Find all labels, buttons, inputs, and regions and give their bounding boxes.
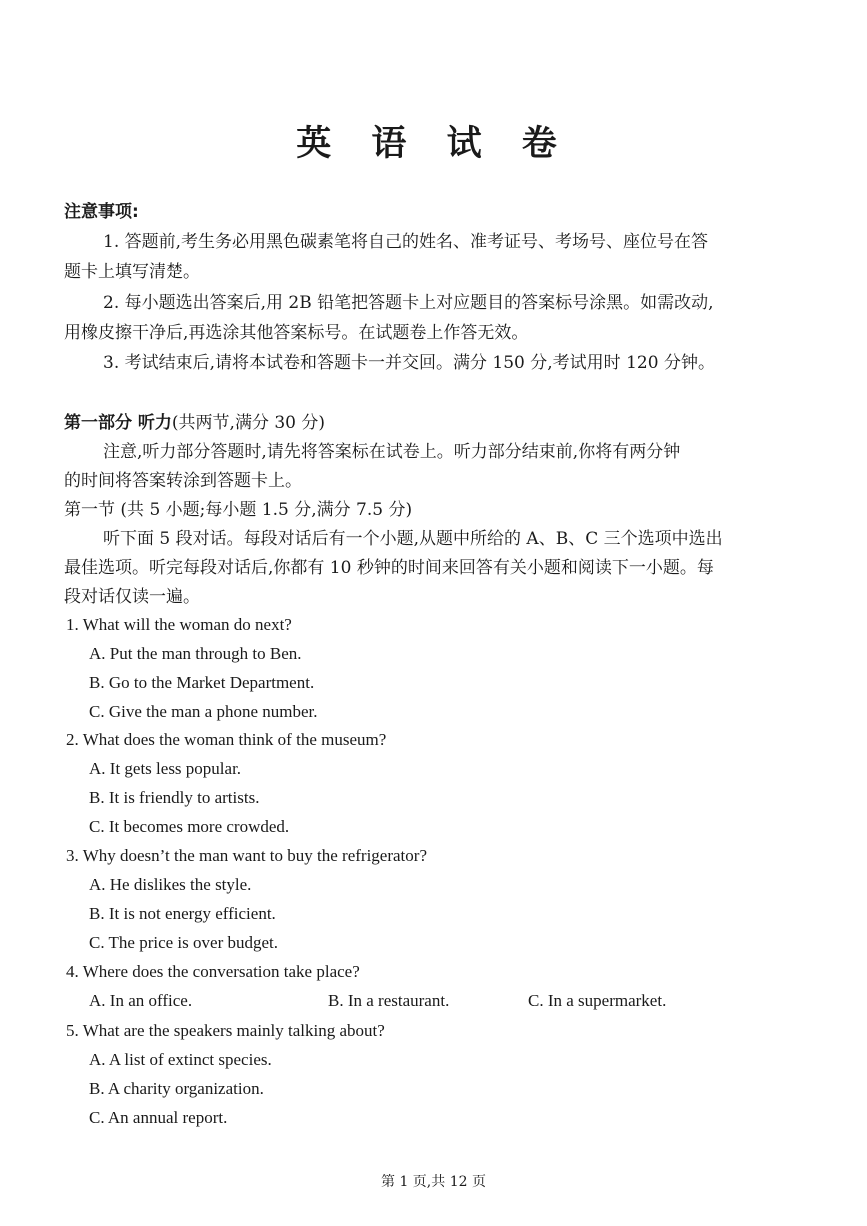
page-number-footer: 第 1 页,共 12 页 [381, 1174, 486, 1190]
notice-heading: 注意事项: [64, 202, 139, 222]
question-5-stem: 5. What are the speakers mainly talking about? [66, 1021, 385, 1040]
section1-instruction-line-3: 段对话仅读一遍。 [64, 587, 200, 607]
question-1-option-a: A. Put the man through to Ben. [89, 644, 302, 663]
notice-item-2-line-1: 2. 每小题选出答案后,用 2B 铅笔把答题卡上对应题目的答案标号涂黑。如需改动, [103, 293, 714, 313]
part1-note-line-2: 的时间将答案转涂到答题卡上。 [64, 471, 302, 491]
section1-instruction-line-1: 听下面 5 段对话。每段对话后有一个小题,从题中所给的 A、B、C 三个选项中选出 [103, 529, 723, 549]
question-3-option-a: A. He dislikes the style. [89, 875, 252, 894]
part1-info: (共两节,满分 30 分) [171, 413, 326, 433]
notice-item-3: 3. 考试结束后,请将本试卷和答题卡一并交回。满分 150 分,考试用时 120 分钟。 [103, 353, 715, 373]
notice-item-2-line-2: 用橡皮擦干净后,再选涂其他答案标号。在试题卷上作答无效。 [64, 323, 529, 343]
part1-heading: 第一部分 听力 [64, 413, 172, 433]
question-3-option-b: B. It is not energy efficient. [89, 904, 276, 923]
question-5-option-c: C. An annual report. [89, 1108, 228, 1127]
question-4-option-a: A. In an office. [89, 991, 193, 1010]
question-1-option-b: B. Go to the Market Department. [89, 673, 315, 692]
part1-heading-row [64, 412, 325, 434]
question-4-option-c: C. In a supermarket. [528, 991, 667, 1010]
question-4-option-b: B. In a restaurant. [328, 991, 450, 1010]
question-3-stem: 3. Why doesn’t the man want to buy the refrigerator? [66, 846, 427, 865]
section1-instruction-line-2: 最佳选项。听完每段对话后,你都有 10 秒钟的时间来回答有关小题和阅读下一小题。每 [64, 558, 714, 578]
part1-note-line-1: 注意,听力部分答题时,请先将答案标在试卷上。听力部分结束前,你将有两分钟 [103, 442, 681, 462]
question-4-stem: 4. Where does the conversation take place? [66, 962, 360, 981]
page-title: 英 语 试 卷 [296, 124, 571, 164]
section1-heading: 第一节 (共 5 小题;每小题 1.5 分,满分 7.5 分) [64, 500, 413, 520]
question-3-option-c: C. The price is over budget. [89, 933, 279, 952]
question-1-option-c: C. Give the man a phone number. [89, 702, 318, 721]
question-2-stem: 2. What does the woman think of the museum? [66, 730, 387, 749]
question-2-option-a: A. It gets less popular. [89, 759, 242, 778]
question-1-stem: 1. What will the woman do next? [66, 615, 292, 634]
notice-item-1-line-2: 题卡上填写清楚。 [64, 262, 200, 282]
notice-item-1-line-1: 1. 答题前,考生务必用黑色碳素笔将自己的姓名、准考证号、考场号、座位号在答 [103, 232, 709, 252]
question-5-option-b: B. A charity organization. [89, 1079, 264, 1098]
question-2-option-c: C. It becomes more crowded. [89, 817, 290, 836]
question-5-option-a: A. A list of extinct species. [89, 1050, 272, 1069]
question-2-option-b: B. It is friendly to artists. [89, 788, 260, 807]
